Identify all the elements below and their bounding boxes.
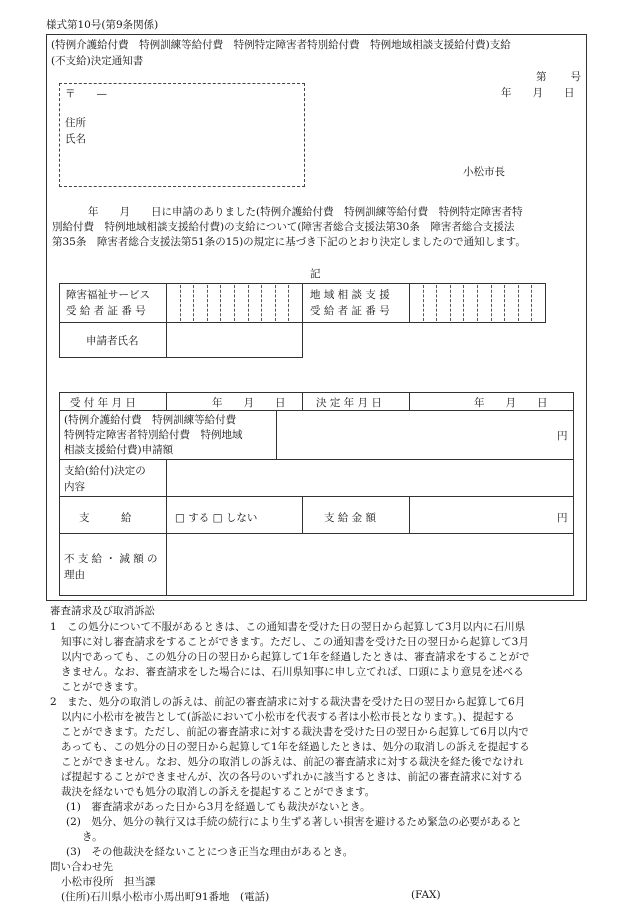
refusal-reason-label-line2: 理由 [64,569,85,581]
payment-amount-yen: 円 [557,512,568,524]
appeal-p1-line4: きません。なお、審査請求をした場合には、石川県知事に申し立てれば、口頭により意見を述べる [61,666,524,678]
appeal-item-2-cont: き。 [82,831,103,843]
appeal-p1-line5: ことができます。 [61,681,145,693]
appeal-p2-line5: ことができません。なお、処分の取消しの訴えは、前記の審査請求に対する裁決を経た後でなけれ [61,756,524,768]
welfare-certificate-label-line1: 障害福祉サービス [66,289,150,301]
payment-choice: □ する □ しない [175,512,258,524]
contact-office: 小松市役所 担当課 [61,876,156,888]
issue-date: 年 月 日 [501,87,575,99]
appeal-item-2: (2) 処分、処分の執行又は手続の続行により生ずる著しい損害を避けるため緊急の必要があると [66,816,522,828]
welfare-certificate-label-line2: 受 給 者 証 番 号 [66,305,146,317]
appeal-item-3: (3) その他裁決を経ないことにつき正当な理由があるとき。 [66,846,354,858]
requested-amount-label-line2: 特例特定障害者特別給付費 特例地域 [64,429,243,441]
refusal-reason-value-cell [166,533,574,596]
appeal-p1-line3: 以内であっても、この処分の日の翌日から起算して1年を経過したときは、審査請求をすることがで [61,651,530,663]
postal-code: 〒 — [65,88,107,100]
document-title-line1: (特例介護給付費 特例訓練等給付費 特例特定障害者特別給付費 特例地域相談支援給付費)支給 [51,39,511,51]
welfare-certificate-digit-boxes [167,285,302,321]
requested-amount-value-cell [276,410,574,460]
ki-heading: 記 [310,268,321,280]
payment-amount-label: 支 給 金 額 [324,512,377,524]
decision-content-label-line1: 支給(給付)決定の [64,465,146,477]
intro-text-line3: 第35条 障害者総合支援法第51条の15)の規定に基づき下記のとおり決定しましたので通知します。 [52,236,526,248]
requested-amount-label-line1: (特例介護給付費 特例訓練等給付費 [64,414,237,426]
contact-heading: 問い合わせ先 [50,861,113,873]
applicant-name-label: 申請者氏名 [86,335,139,347]
received-date-label: 受 付 年 月 日 [70,397,136,409]
appeal-heading: 審査請求及び取消訴訟 [50,605,155,617]
consult-certificate-label-line2: 受 給 者 証 番 号 [310,305,390,317]
appeal-p1-line1: 1 この処分について不服があるときは、この通知書を受けた日の翌日から起算して3月以内に石川県 [50,621,526,633]
appeal-p2-line7: 裁決を経ないでも処分の取消しの訴えを提起することができます。 [61,786,376,798]
payment-label: 支 給 [79,512,132,524]
requested-amount-label-line3: 相談支援給付費)申請額 [64,444,174,456]
name-label: 氏名 [65,133,86,145]
decision-date-label: 決 定 年 月 日 [316,397,382,409]
applicant-name-value-cell [166,322,303,358]
form-number: 様式第10号(第9条関係) [46,19,159,31]
appeal-p2-line3: ことができます。ただし、前記の審査請求に対する裁決書を受けた日の翌日から起算して6月以内で [61,726,529,738]
document-number: 第 号 [536,71,582,83]
requested-amount-yen: 円 [557,430,568,442]
appeal-p2-line1: 2 また、処分の取消しの訴えは、前記の審査請求に対する裁決書を受けた日の翌日から起算して6月 [50,696,526,708]
appeal-p2-line4: あっても、この処分の日の翌日から起算して1年を経過したときは、処分の取消しの訴えを提起する [61,741,530,753]
appeal-item-1: (1) 審査請求があった日から3月を経過しても裁決がないとき。 [66,801,371,813]
decision-date-value: 年 月 日 [474,397,548,409]
mayor-signature: 小松市長 [463,166,505,178]
consult-certificate-digit-boxes [410,285,545,321]
decision-content-label-line2: 内容 [64,481,85,493]
intro-text-line2: 別給付費 特例地域相談支援給付費)の支給について(障害者総合支援法第30条 障害者総合支援法 [52,221,515,233]
address-label: 住所 [65,117,86,129]
refusal-reason-label-line1: 不 支 給 ・ 減 額 の [64,553,158,565]
appeal-p2-line2: 以内に小松市を被告として(訴訟において小松市を代表する者は小松市長となります。)、提起する [61,711,515,723]
appeal-p1-line2: 知事に対し審査請求をすることができます。ただし、この通知書を受けた日の翌日から起算して3月 [61,636,529,648]
document-title-line2: (不支給)決定通知書 [51,55,144,67]
received-date-value: 年 月 日 [212,397,286,409]
contact-fax: (FAX) [411,889,441,901]
appeal-p2-line6: ば提起することができませんが、次の各号のいずれかに該当するときは、前記の審査請求に対する [61,771,523,783]
contact-address: (住所)石川県小松市小馬出町91番地 (電話) [61,891,270,903]
intro-text-line1: 年 月 日に申請のありました(特例介護給付費 特例訓練等給付費 特例特定障害者特 [88,206,523,218]
payment-amount-value-cell [409,496,574,534]
decision-content-value-cell [166,459,574,497]
consult-certificate-label-line1: 地 域 相 談 支 援 [310,289,390,301]
